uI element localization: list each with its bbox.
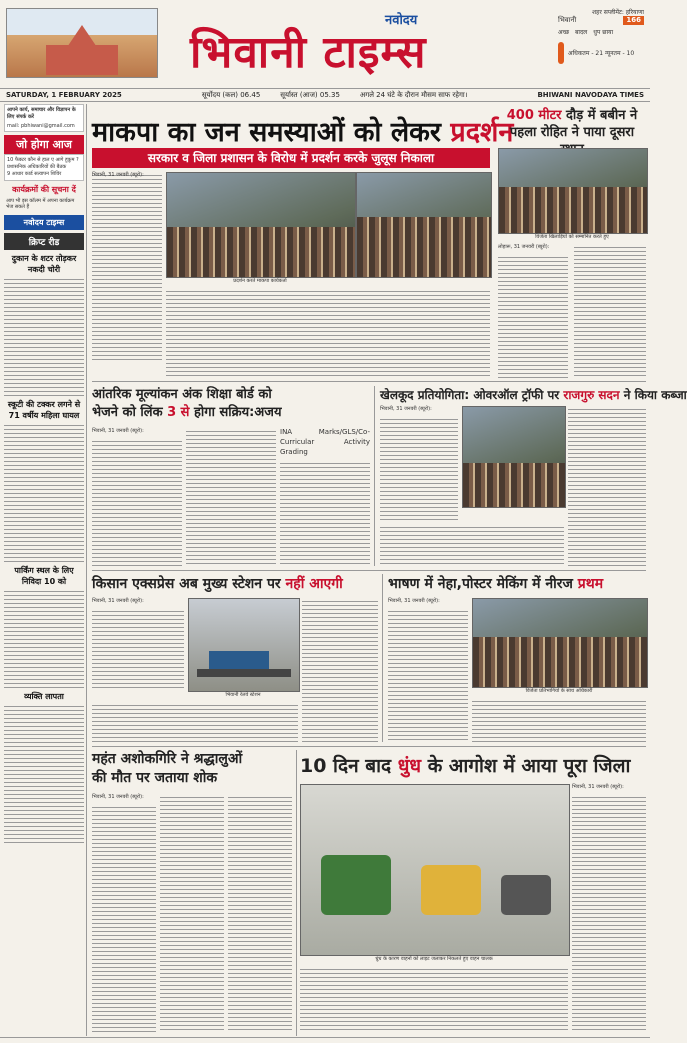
lead-dateline: भिवानी, 31 जनवरी (ब्यूरो): [92,172,144,178]
story-e-headline [92,750,242,788]
lead-subhead: सरकार व जिला प्रशासन के विरोध में प्रदर्शन करके जुलूस निकाला [92,148,490,168]
weather-label-1: अच्छ [558,29,569,36]
story-a-headline-3: होगा सक्रिय:अजय [194,404,282,420]
story-d-headline-black: भाषण में नेहा,पोस्टर मेकिंग में नीरज [388,576,573,592]
today-item-1: 10 फैक्टर कौन से हाल ए आगे हुकुम ? [7,157,79,164]
story-d-caption: विजेता प्रतिभागियों के साथ अधिकारी [525,688,593,694]
story-a-col-2 [186,428,276,566]
lead-headline-black: माकपा का जन समस्याओं को लेकर [92,117,441,148]
story-f-caption: धुंध के कारण वाहनों को लाइट जलाकर निकलते हुए वाहन चालक [375,956,493,962]
today-item-3: 9 आधार कार्ड सत्यापन शिविर [7,170,62,177]
page-number: 166 [623,16,644,25]
story-c-caption: भिवानी रेलवे स्टेशन [225,692,261,698]
edition-tag: शहर सप्लीमेंट: हरियाणा [592,9,644,16]
story-c-headline-black: किसान एक्सप्रेस अब मुख्य स्टेशन पर [92,576,281,592]
right-top-col-2 [574,244,646,378]
story-a-headline-red: 3 से [167,404,190,420]
story1-body [4,276,84,396]
story-d-photo [472,598,648,688]
story4-body [4,703,84,843]
story-a-headline-2: भेजने को लिंक [92,404,163,420]
story-b-dateline: भिवानी, 31 जनवरी (ब्यूरो): [380,406,432,412]
weather-tagline: अगले 24 घंटे के दौरान मौसम साफ रहेगा। [359,90,468,99]
story-d-body [472,698,646,742]
story-c-body [92,702,298,742]
story-b-headline-tail: ने किया कब्जा [623,388,687,402]
weather-detail: अधिकतम - 21 न्यूनतम - 10 [568,50,635,57]
story-c-col-3 [302,598,378,742]
story-c-photo [188,598,300,692]
story-e-col-3 [228,794,292,1032]
story-a-english-term: INA Marks/GLS/Co-Curricular Activity Grading [280,428,370,456]
today-box-title: जो होगा आज [4,135,84,154]
right-top-photo [498,148,648,234]
story-d-headline [388,574,603,593]
story-f-body [300,966,568,1032]
contact-email[interactable]: mail: pbhiwani@gmail.com [7,122,75,129]
story-d-headline-red: प्रथम [577,576,604,592]
suchna-text: आप भी इस कॉलम में अपना कार्यक्रम भेज सकते हैं [6,197,75,211]
story-f-headline-red: धुंध [397,755,422,777]
story-e-dateline: भिवानी, 31 जनवरी (ब्यूरो): [92,794,144,800]
crime-title: क्रिप्ट रीड [4,233,84,250]
city-label: भिवानी [558,16,577,24]
story2-title: स्कूटी की टक्कर लगने से 71 वर्षीय महिला घायल [7,400,81,420]
contact-box [4,104,84,132]
lead-body [166,288,490,378]
mini-logo: नवोदय टाइम्स [4,215,84,230]
story-f-col-side [572,794,646,1032]
story-a-headline-1: आंतरिक मूल्यांकन अंक शिक्षा बोर्ड को [92,387,272,402]
story-c-headline [92,574,343,593]
lead-caption: प्रदर्शन करते माकपा कार्यकर्ता [233,278,287,284]
thermometer-icon [558,42,564,64]
story-b-photo [462,406,566,508]
story1-title: दुकान के शटर तोड़कर नकदी चोरी [11,254,77,274]
story-f-headline-black-1: 10 दिन बाद [300,755,392,777]
story-c-headline-red: नहीं आएगी [285,576,343,592]
story-b-headline-red: राजगुरु सदन [563,388,620,402]
lead-photo [166,172,356,278]
story-c-dateline: भिवानी, 31 जनवरी (ब्यूरो): [92,598,144,604]
story3-body [4,588,84,688]
sunset-time: सूर्यास्त (आज) 05.35 [280,90,340,99]
story-a-headline [92,386,281,421]
story-b-col-3 [568,406,646,566]
lead-headline-red: प्रदर्शन [450,117,514,148]
story-b-headline [380,386,687,403]
story-a-col-3 [280,460,370,566]
story-b-headline-black: खेलकूद प्रतियोगिता: ओवरऑल ट्रॉफी पर [380,388,560,402]
right-top-col-1 [498,254,568,378]
story-e-col-1 [92,804,156,1032]
story-c-col-1 [92,608,184,688]
story-e-headline-2: की मौत पर जताया शोक [92,769,218,786]
lead-col-1 [92,172,162,362]
story-f-dateline: भिवानी, 31 जनवरी (ब्यूरो): [572,784,624,790]
lead-photo-2 [356,172,492,278]
right-top-dateline: लोहारू, 31 जनवरी (ब्यूरो): [498,244,550,250]
paper-name: BHIWANI NAVODAYA TIMES [537,91,644,99]
story-f-headline-black-2: के आगोश में आया पूरा जिला [427,755,631,777]
masthead-photo [6,8,158,78]
date-bar [0,88,650,102]
story4-title: व्यक्ति लापता [24,692,64,701]
contact-intro: आपने कार्य, समाचार और विज्ञापन के लिए संपर्क करें [7,107,76,120]
left-sidebar [4,104,84,843]
right-top-headline-red: 400 मीटर [506,108,562,123]
story2-body [4,422,84,562]
story-f-headline [300,752,630,778]
lead-headline [92,112,513,149]
issue-date: SATURDAY, 1 FEBRUARY 2025 [6,91,122,99]
sunrise-time: सूर्योदय (कल) 06.45 [201,90,261,99]
story-d-col-1 [388,608,468,742]
story-b-body [380,524,564,566]
story-e-col-2 [160,794,224,1032]
masthead-title: भिवानी टाइम्स [190,27,427,78]
story-a-dateline: भिवानी, 31 जनवरी (ब्यूरो): [92,428,144,434]
today-item-2: प्रशासनिक अधिकारियों की बैठक [7,164,67,170]
story-e-headline-1: महंत अशोकगिरि ने श्रद्धालुओं [92,751,243,767]
right-top-headline-black: दौड़ में बबीन ने पहला रोहित ने पाया दूसरा [509,108,638,140]
suchna-title: कार्यक्रमों की सूचना दें [12,184,76,194]
right-top-caption: विजेता खिलाड़ियों को सम्मानित करते हुए [535,234,609,240]
masthead-subtitle: नवोदय [385,13,418,28]
story3-title: पार्किंग स्थल के लिए निविदा 10 को [14,566,74,586]
weather-label-3: धुप छाया [593,29,614,36]
weather-label-2: बादल [575,29,588,36]
story-d-dateline: भिवानी, 31 जनवरी (ब्यूरो): [388,598,440,604]
today-box [4,154,84,180]
story-f-photo [300,784,570,956]
story-a-col-1 [92,438,182,566]
story-b-col-1 [380,416,458,520]
weather-box [558,8,644,78]
